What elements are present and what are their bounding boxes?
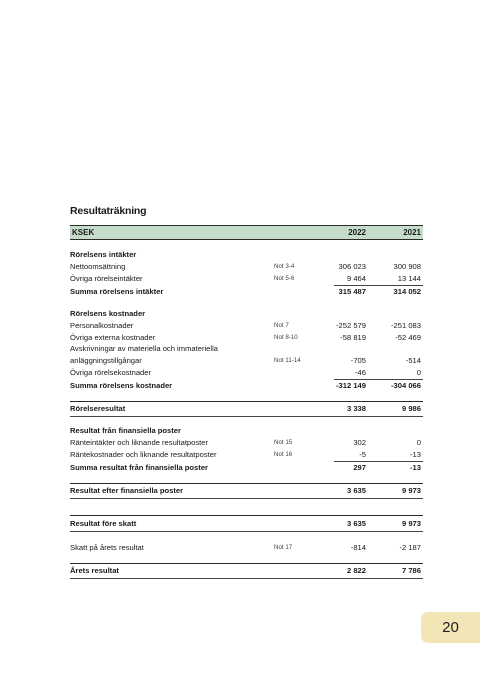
section-rule (70, 531, 423, 532)
table-row-sum: Summa rörelsens intäkter 315 487 314 052 (70, 287, 421, 296)
table-row-sum: Summa rörelsens kostnader -312 149 -304 066 (70, 381, 421, 390)
table-row: Nettoomsättning Not 3-4 306 023 300 908 (70, 262, 421, 271)
section-rule (70, 515, 423, 516)
header-year-2021: 2021 (403, 228, 421, 237)
section-rule (70, 563, 423, 564)
section-rule (70, 498, 423, 499)
section-rule (70, 416, 423, 417)
table-header (70, 225, 423, 240)
table-row: Avskrivningar av materiella och immateriella (70, 344, 218, 353)
section-heading: Rörelsens kostnader (70, 309, 146, 318)
header-year-2022: 2022 (348, 228, 366, 237)
table-row: Skatt på årets resultat Not 17 -814 -2 187 (70, 543, 421, 552)
table-row-result: Resultat efter finansiella poster 3 635 9 973 (70, 486, 421, 495)
table-row: Övriga rörelsekostnader -46 0 (70, 368, 421, 377)
page-number-badge: 20 (421, 612, 480, 643)
section-heading: Resultat från finansiella poster (70, 426, 181, 435)
table-row-result: Resultat före skatt 3 635 9 973 (70, 519, 421, 528)
section-heading: Rörelsens intäkter (70, 250, 137, 259)
page-title: Resultaträkning (70, 205, 147, 217)
section-rule (70, 578, 423, 579)
table-row: Räntekostnader och liknande resultatposter Not 16 -5 -13 (70, 450, 421, 459)
table-row-result: Årets resultat 2 822 7 786 (70, 566, 421, 575)
table-row: Personalkostnader Not 7 -252 579 -251 083 (70, 321, 421, 330)
table-row: Ränteintäkter och liknande resultatposter Not 15 302 0 (70, 438, 421, 447)
section-rule (70, 401, 423, 402)
header-ksek: KSEK (72, 228, 95, 237)
table-row: anläggningstillgångar Not 11-14 -705 -514 (70, 356, 421, 365)
table-row-result: Rörelseresultat 3 338 9 986 (70, 404, 421, 413)
section-rule (70, 483, 423, 484)
table-row: Övriga externa kostnader Not 8-10 -58 819 -52 469 (70, 333, 421, 342)
table-row: Övriga rörelseintäkter Not 5-6 9 464 13 144 (70, 274, 421, 283)
table-row-sum: Summa resultat från finansiella poster 297 -13 (70, 463, 421, 472)
